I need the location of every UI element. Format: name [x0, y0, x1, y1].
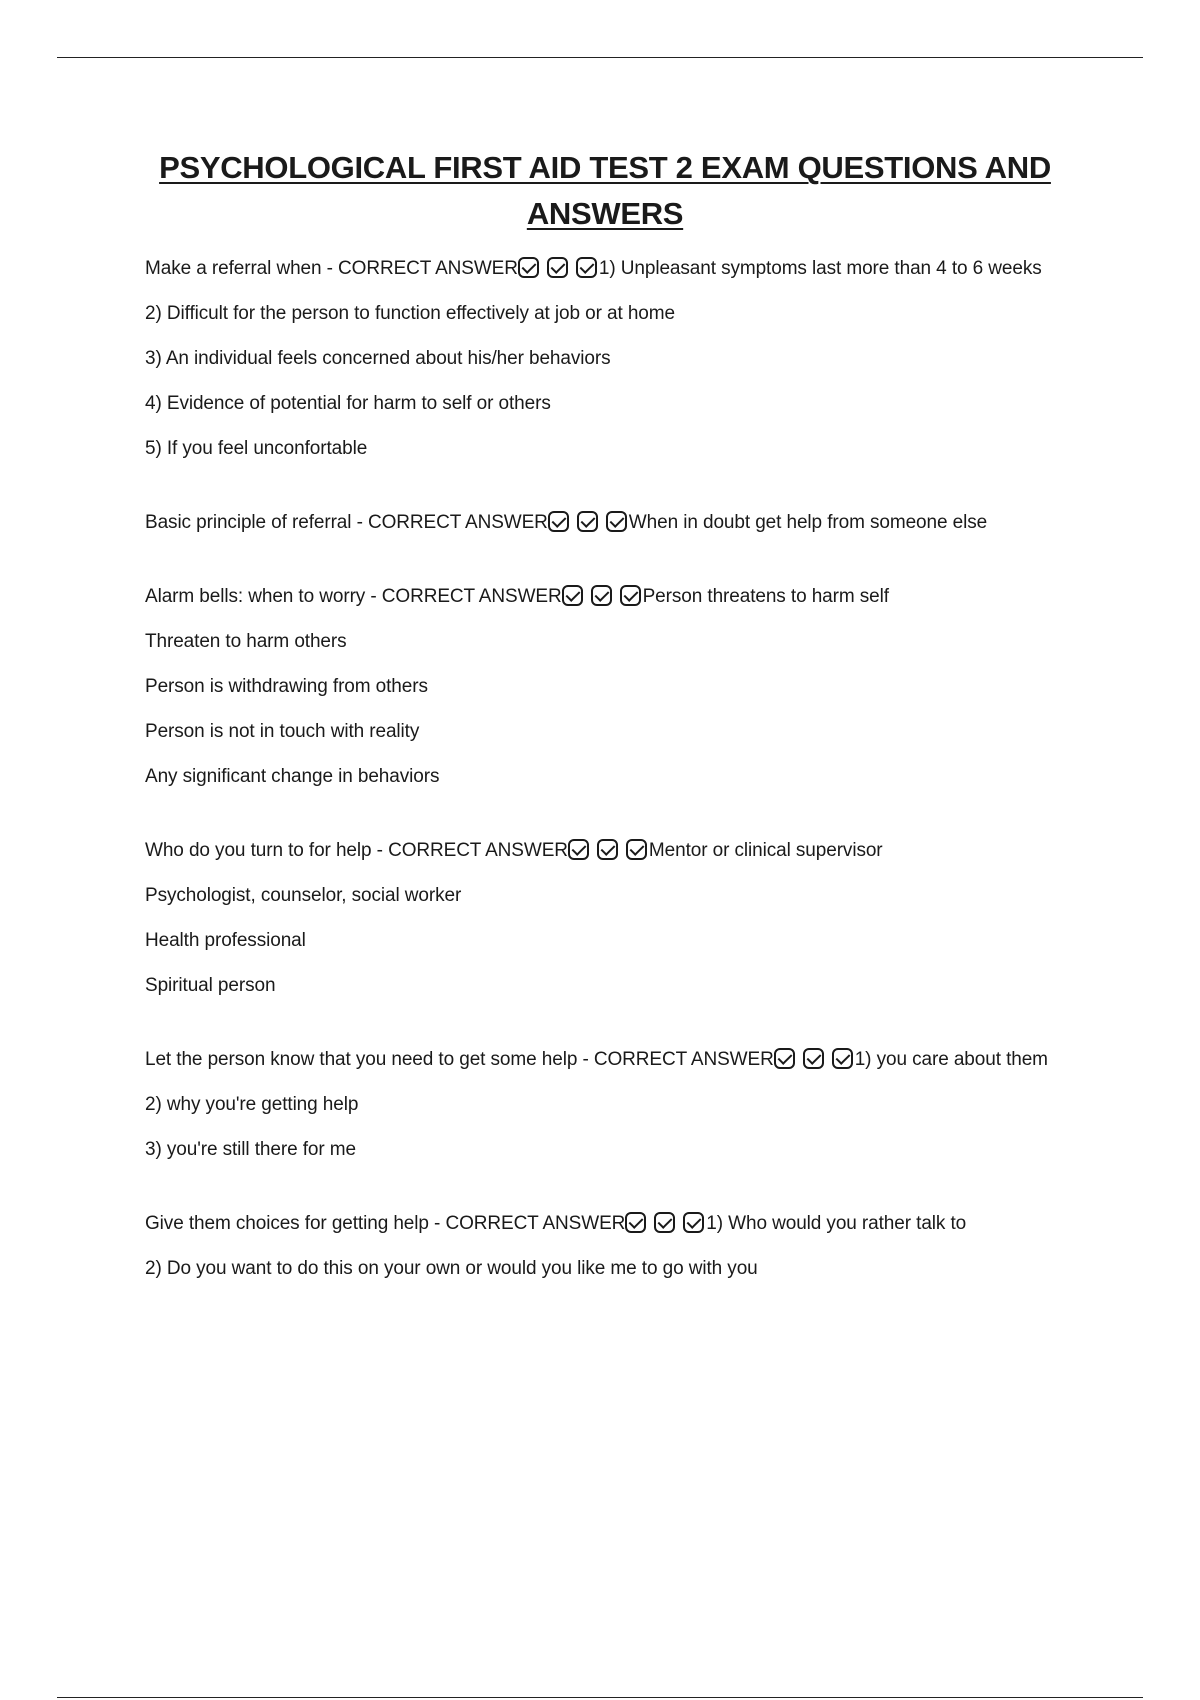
checkbox-checked-icon — [548, 511, 569, 532]
qa-item — [145, 509, 1065, 537]
checkbox-checked-icon — [683, 1212, 704, 1233]
qa-question-line — [145, 837, 1065, 865]
qa-item — [145, 1210, 1065, 1283]
checkbox-checked-icon — [597, 839, 618, 860]
answer-line: 2) why you're getting help — [145, 1094, 359, 1115]
footer-rule — [57, 1697, 1143, 1698]
qa-question-line — [145, 1210, 1065, 1238]
answer-line: Spiritual person — [145, 975, 276, 996]
qa-item — [145, 837, 1065, 1000]
checkbox-checked-icon — [774, 1048, 795, 1069]
document-page — [145, 145, 1065, 1329]
answer-text: 1) Unpleasant symptoms last more than 4 to 6 weeks — [598, 258, 1042, 279]
checkbox-checked-icon — [832, 1048, 853, 1069]
question-text: Basic principle of referral - CORRECT ANSWER — [145, 512, 548, 533]
checkbox-checked-icon — [606, 511, 627, 532]
answer-text: 1) Who would you rather talk to — [706, 1213, 967, 1234]
checkbox-checked-icon — [654, 1212, 675, 1233]
answer-line: Person is withdrawing from others — [145, 676, 428, 697]
checkbox-checked-icon — [562, 585, 583, 606]
question-text: Let the person know that you need to get some help - CORRECT ANSWER — [145, 1049, 774, 1070]
checkbox-checked-icon — [591, 585, 612, 606]
answer-line: 3) you're still there for me — [145, 1139, 356, 1160]
document-title: PSYCHOLOGICAL FIRST AID TEST 2 EXAM QUESTIONS AND ANSWERS — [159, 150, 1051, 231]
checkbox-checked-icon — [577, 511, 598, 532]
answer-line: 2) Difficult for the person to function effectively at job or at home — [145, 303, 675, 324]
qa-list — [145, 255, 1065, 1283]
checkbox-checked-icon — [518, 257, 539, 278]
answer-line: Any significant change in behaviors — [145, 766, 440, 787]
answer-line: Person is not in touch with reality — [145, 721, 420, 742]
answer-text: Person threatens to harm self — [642, 586, 889, 607]
checkbox-checked-icon — [576, 257, 597, 278]
answer-line: 5) If you feel unconfortable — [145, 438, 368, 459]
checkbox-checked-icon — [547, 257, 568, 278]
qa-question-line — [145, 509, 1065, 537]
answer-text: Mentor or clinical supervisor — [648, 840, 883, 861]
checkbox-checked-icon — [568, 839, 589, 860]
checkbox-checked-icon — [620, 585, 641, 606]
checkbox-checked-icon — [803, 1048, 824, 1069]
qa-item — [145, 255, 1065, 463]
header-rule — [57, 57, 1143, 58]
answer-line: Threaten to harm others — [145, 631, 347, 652]
answer-line: 2) Do you want to do this on your own or would you like me to go with you — [145, 1258, 758, 1279]
answer-line: Health professional — [145, 930, 306, 951]
question-text: Give them choices for getting help - CORRECT ANSWER — [145, 1213, 626, 1234]
answer-line: 3) An individual feels concerned about his/her behaviors — [145, 348, 611, 369]
qa-question-line — [145, 1046, 1065, 1074]
question-text: Make a referral when - CORRECT ANSWER — [145, 258, 518, 279]
answer-line: Psychologist, counselor, social worker — [145, 885, 462, 906]
question-text: Alarm bells: when to worry - CORRECT ANSWER — [145, 586, 562, 607]
answer-text: 1) you care about them — [854, 1049, 1048, 1070]
answer-line: 4) Evidence of potential for harm to self or others — [145, 393, 551, 414]
qa-question-line — [145, 583, 1065, 611]
checkbox-checked-icon — [626, 839, 647, 860]
qa-item — [145, 1046, 1065, 1164]
qa-item — [145, 583, 1065, 791]
checkbox-checked-icon — [625, 1212, 646, 1233]
answer-text: When in doubt get help from someone else — [628, 512, 988, 533]
question-text: Who do you turn to for help - CORRECT ANSWER — [145, 840, 568, 861]
qa-question-line — [145, 255, 1065, 283]
